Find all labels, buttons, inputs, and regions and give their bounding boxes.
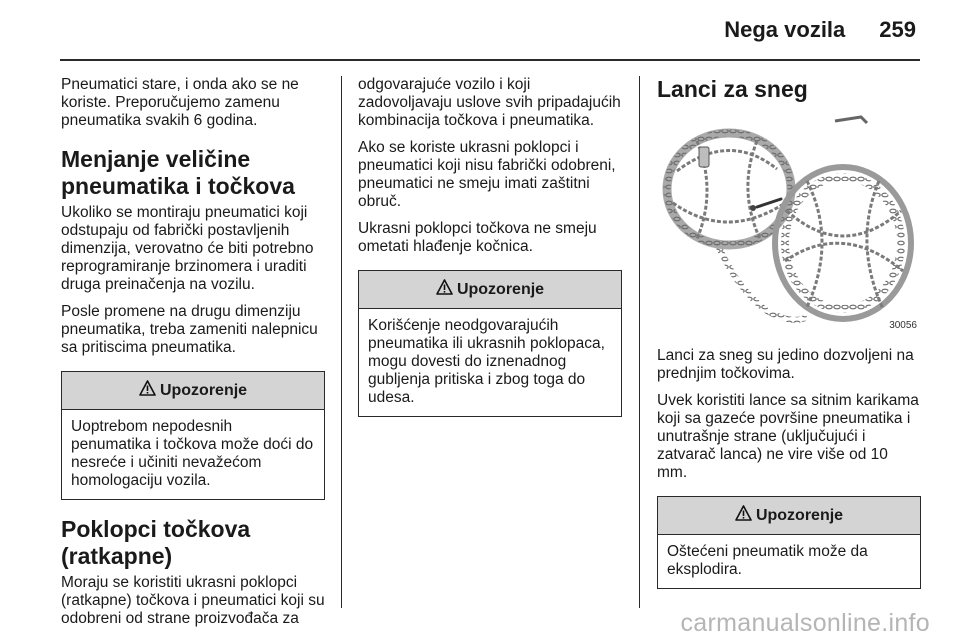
warning-text: Oštećeni pneumatik može da eksplodira. — [667, 543, 868, 578]
warning-header — [359, 271, 621, 309]
warning-header — [658, 497, 920, 535]
heading-tire-size: Menjanje veličine pneumatika i točkova — [61, 146, 295, 199]
figure-number: 30056 — [889, 320, 917, 331]
paragraph-wheel-caps-1: Moraju se koristiti ukrasni poklopci (ratkapne) točkova i pneumatici koji su odobreni od strane proizvođača za — [61, 574, 325, 627]
warning-triangle-icon — [436, 279, 453, 300]
paragraph-wheel-caps-2: Ako se koriste ukrasni poklopci i pneumatici koji nisu fabrički odobreni, pneumatici ne smeju imati zaštitni obruč. — [358, 139, 616, 210]
paragraph-continued: odgovarajuće vozilo i koji zadovoljavaju uslove svih pripadajućih kombinacija točkova i pneumatika. — [358, 76, 621, 129]
warning-text: Korišćenje neodgovarajućih pneumatika ili ukrasnih poklopaca, mogu dovesti do iznenadnog gubljenja pritiska i zbog toga do udesa. — [368, 317, 605, 406]
column-divider — [341, 76, 342, 608]
warning-triangle-icon — [735, 505, 752, 526]
page-number: 259 — [879, 17, 916, 42]
section-title: Nega vozila — [724, 17, 846, 42]
column-3 — [657, 76, 921, 601]
paragraph-chains-1: Lanci za sneg su jedino dozvoljeni na prednjim točkovima. — [657, 347, 914, 382]
snow-chains-illustration — [657, 111, 919, 333]
intro-paragraph: Pneumatici stare, i onda ako se ne koriste. Preporučujemo zamenu pneumatika svakih 6 godina. — [61, 76, 299, 129]
page-header — [724, 10, 916, 50]
column-1 — [61, 76, 325, 637]
watermark: carmanualsonline.info — [680, 609, 930, 637]
paragraph-chains-2: Uvek koristiti lance sa sitnim karikama koji sa gazeće površine pneumatika i unutrašnje strane (uključujući i zatvarač lanca) ne vire više od 10 mm. — [657, 392, 919, 481]
warning-box-2 — [358, 270, 622, 417]
heading-snow-chains: Lanci za sneg — [657, 76, 808, 102]
snow-chains-image — [657, 111, 919, 333]
header-rule — [60, 59, 920, 61]
heading-wheel-caps: Poklopci točkova (ratkapne) — [61, 516, 251, 569]
paragraph-wheel-caps-3: Ukrasni poklopci točkova ne smeju ometati hlađenje kočnica. — [358, 220, 597, 255]
warning-triangle-icon — [139, 380, 156, 401]
warning-header — [62, 372, 324, 410]
warning-box-1 — [61, 371, 325, 500]
paragraph-tire-size-1: Ukoliko se montiraju pneumatici koji odstupaju od fabrički postavljenih dimenzija, verovatno će biti potrebno reprogramiranje brzinomera i uraditi druga preinačenja na vozilu. — [61, 204, 314, 293]
paragraph-tire-size-2: Posle promene na drugu dimenziju pneumatika, treba zameniti nalepnicu sa pritiscima pneumatika. — [61, 303, 318, 356]
column-divider — [639, 76, 640, 608]
warning-box-3 — [657, 496, 921, 589]
warning-text: Uoptrebom nepodesnih penumatika i točkova može doći do nesreće i učiniti nevažećom homologaciju vozila. — [71, 418, 314, 489]
column-2 — [358, 76, 622, 429]
warning-title: Upozorenje — [159, 381, 248, 399]
warning-title: Upozorenje — [755, 506, 844, 524]
warning-title: Upozorenje — [456, 280, 545, 298]
